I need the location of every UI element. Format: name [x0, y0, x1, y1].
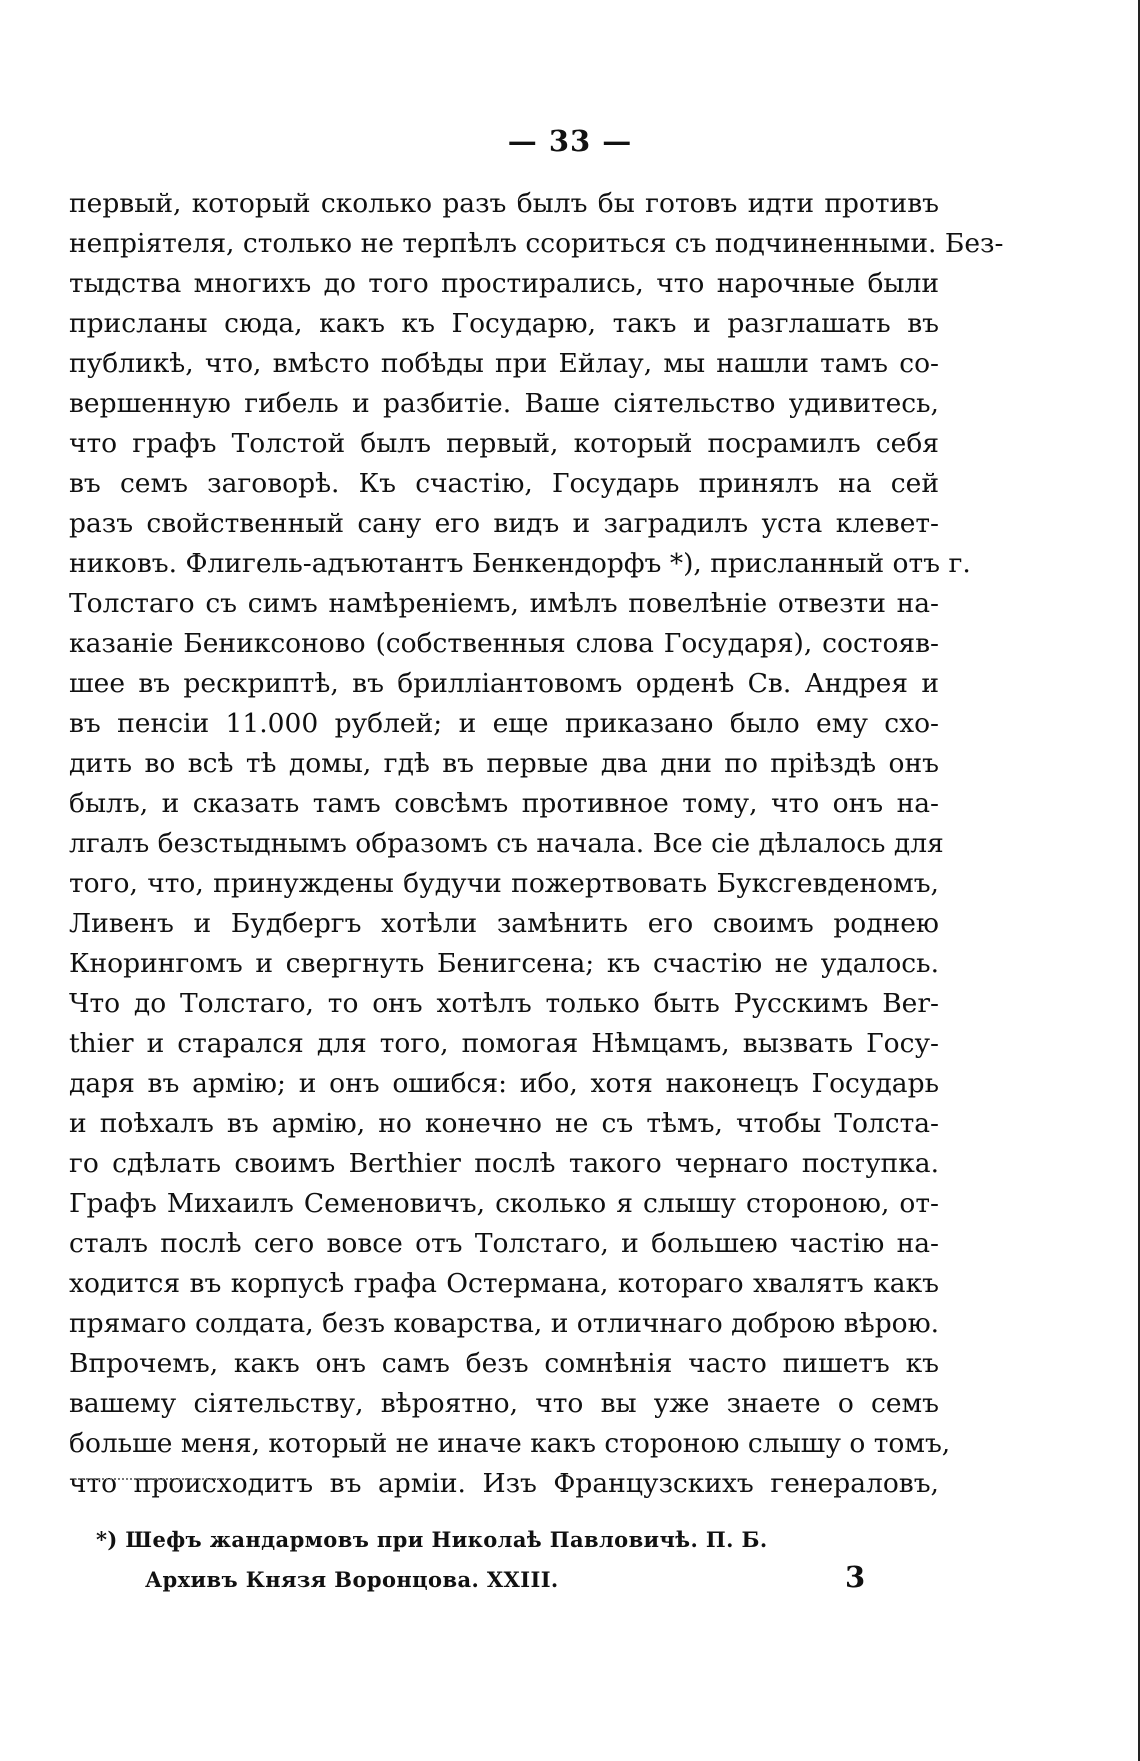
text-line: больше меня, который не иначе какъ стороною слышу о томъ, — [69, 1428, 951, 1459]
text-line: Ливенъ и Будбергъ хотѣли замѣнить его своимъ роднею — [69, 908, 939, 939]
text-line: сталъ послѣ сего вовсе отъ Толстаго, и большею частію на- — [69, 1228, 939, 1259]
text-line: публикѣ, что, вмѣсто побѣды при Ейлау, мы нашли тамъ со- — [69, 348, 939, 379]
text-line: Впрочемъ, какъ онъ самъ безъ сомнѣнія часто пишетъ къ — [69, 1348, 939, 1379]
text-line: thier и старался для того, помогая Нѣмцамъ, вызвать Госу- — [69, 1028, 939, 1059]
body-text — [69, 184, 1004, 1504]
text-line: Кнорингомъ и свергнуть Бенигсена; къ счастію не удалось. — [69, 948, 939, 979]
text-line: лгалъ безстыднымъ образомъ съ начала. Все сіе дѣлалось для — [69, 828, 944, 859]
text-line: прямаго солдата, безъ коварства, и отличнаго доброю вѣрою. — [69, 1308, 940, 1339]
text-line: Толстаго съ симъ намѣреніемъ, имѣлъ повелѣніе отвезти на- — [69, 588, 939, 619]
text-line: непріятеля, столько не терпѣлъ ссориться съ подчиненными. Без- — [69, 228, 1004, 259]
page-number: — 33 — — [507, 124, 633, 158]
text-line: что графъ Толстой былъ первый, который посрамилъ себя — [69, 428, 939, 459]
footnote-separator — [74, 1478, 224, 1480]
text-line: присланы сюда, какъ къ Государю, такъ и разглашать въ — [69, 308, 939, 339]
text-line: въ семъ заговорѣ. Къ счастію, Государь принялъ на сей — [69, 468, 939, 499]
text-line: го сдѣлать своимъ Berthier послѣ такого чернаго поступка. — [69, 1148, 939, 1179]
printer-signature: Архивъ Князя Воронцова. XXIII. — [145, 1567, 559, 1592]
sheet-number: 3 — [845, 1560, 866, 1594]
text-line: разъ свойственный сану его видъ и заградилъ уста клевет- — [69, 508, 939, 539]
footnote: *) Шефъ жандармовъ при Николаѣ Павловичѣ. П. Б. — [96, 1527, 768, 1552]
text-line: въ пенсіи 11.000 рублей; и еще приказано было ему схо- — [69, 708, 939, 739]
text-line: что происходитъ въ арміи. Изъ Французскихъ генераловъ, — [69, 1468, 939, 1499]
text-line: даря въ армію; и онъ ошибся: ибо, хотя наконецъ Государь — [69, 1068, 939, 1099]
text-line: дить во всѣ тѣ домы, гдѣ въ первые два дни по пріѣздѣ онъ — [69, 748, 939, 779]
text-line: Что до Толстаго, то онъ хотѣлъ только быть Русскимъ Ber- — [69, 988, 939, 1019]
text-line: казаніе Бениксоново (собственныя слова Государя), состояв- — [69, 628, 939, 659]
text-line: ходится въ корпусѣ графа Остермана, котораго хвалятъ какъ — [69, 1268, 939, 1299]
text-line: вершенную гибель и разбитіе. Ваше сіятельство удивитесь, — [69, 388, 939, 419]
text-line: былъ, и сказать тамъ совсѣмъ противное тому, что онъ на- — [69, 788, 939, 819]
text-line: того, что, принуждены будучи пожертвовать Буксгевденомъ, — [69, 868, 939, 899]
text-line: вашему сіятельству, вѣроятно, что вы уже знаете о семъ — [69, 1388, 939, 1419]
text-line: первый, который сколько разъ былъ бы готовъ идти противъ — [69, 188, 939, 219]
text-line: шее въ рескриптѣ, въ брилліантовомъ орденѣ Св. Андрея и — [69, 668, 939, 699]
text-line: Графъ Михаилъ Семеновичъ, сколько я слышу стороною, от- — [69, 1188, 939, 1219]
text-line: тыдства многихъ до того простирались, что нарочные были — [69, 268, 939, 299]
text-line: никовъ. Флигель-адъютантъ Бенкендорфъ *), присланный отъ г. — [69, 548, 971, 579]
text-line: и поѣхалъ въ армію, но конечно не съ тѣмъ, чтобы Толста- — [69, 1108, 939, 1139]
